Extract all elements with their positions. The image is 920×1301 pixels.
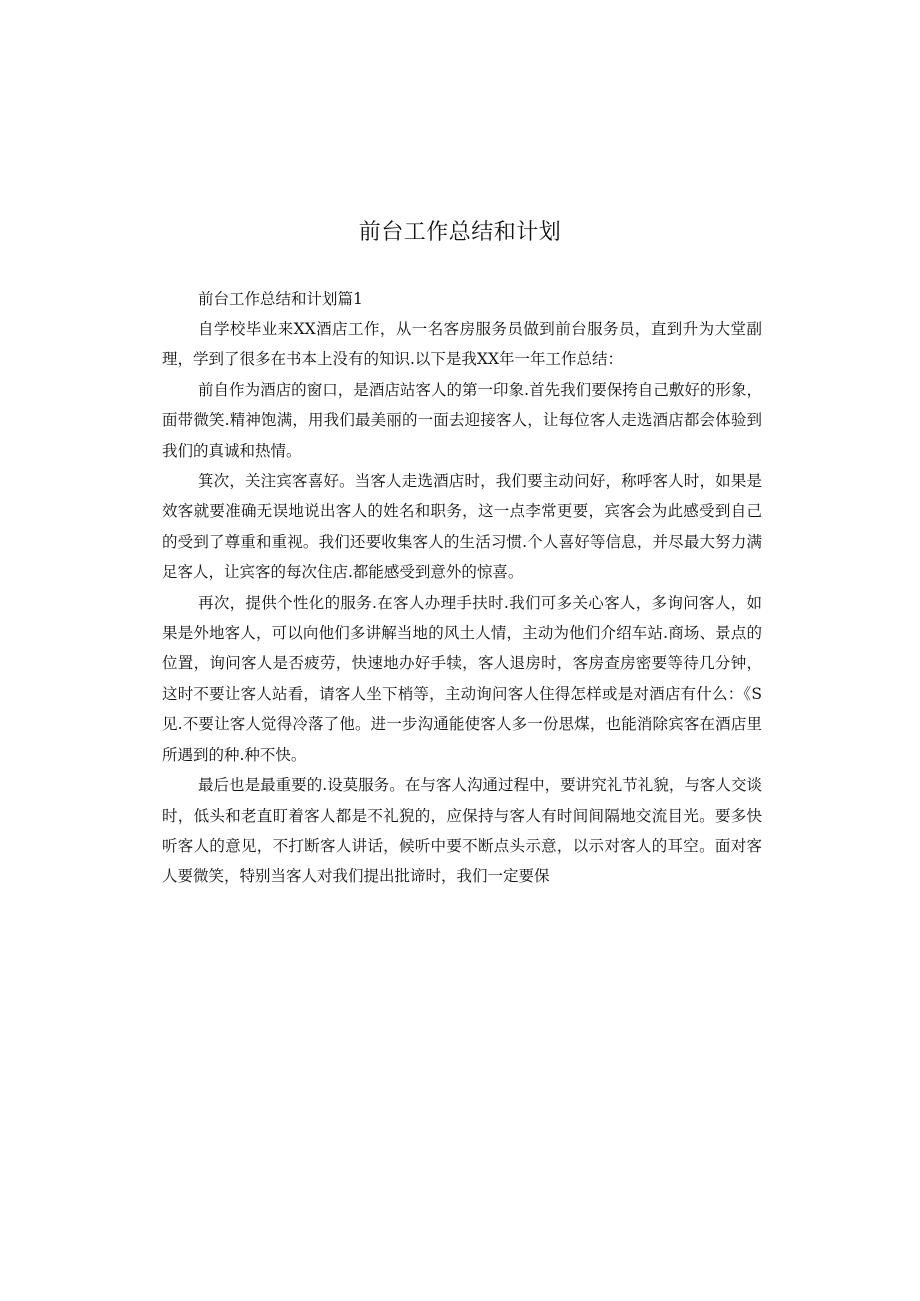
document-body — [162, 284, 762, 892]
paragraph-service-etiquette: 最后也是最重要的.设莫服务。在与客人沟通过程中，要讲究礼节礼貌，与客人交谈时，低头和老直盯着客人都是不礼猊的，应保持与客人有时间间隔地交流目光。要多快听客人的意见，不打断客人讲话，候听中要不断点头示意，以示对客人的耳空。面对客人要微笑，特别当客人对我们提出批谛时，我们一定要保 — [162, 776, 762, 886]
document-title: 前台工作总结和计划 — [358, 220, 562, 245]
paragraph-guest-preferences: 箕次，关注宾客喜好。当客人走选酒店时，我们要主动问好，称呼客人时，如果是效客就要准确无误地说出客人的姓名和职务，这一点李常更要，宾客会为此感受到自己的受到了尊重和重视。我们还要收集客人的生活习惯.个人喜好等信息，并尽最大努力满足客人，让宾客的每次住店.都能感受到意外的惊喜。 — [162, 472, 762, 582]
section-heading: 前台工作总结和计划篇1 — [198, 290, 363, 308]
paragraph-front-desk-image: 前自作为酒店的窗口，是酒店站客人的第一印象.首先我们要保挎自己敷好的形象，面带微笑.精神饱满，用我们最美丽的一面去迎接客人，让每位客人走选酒店都会体验到我们的真诚和热情。 — [162, 380, 762, 460]
paragraph-intro: 自学校毕业来XX酒店工作，从一名客房服务员做到前台服务员，直到升为大堂副理，学到了很多在书本上没有的知识.以下是我XX年一年工作总结： — [162, 320, 762, 369]
paragraph-personalized-service: 再次，提供个性化的服务.在客人办理手扶时.我们可多关心客人，多询问客人，如果是外地客人，可以向他们多讲解当地的风土人情，主动为他们介绍车站.商场、景点的位置，询问客人是否疲劳，快速地办好手犊，客人退房时，客房查房密要等待几分钟，这时不要让客人站看，请客人坐下梢等，主动询问客人住得怎样或是对酒店有什么：《S见.不要让客人觉得冷落了他。进一步沟通能使客人多一份思煤，也能消除宾客在酒店里所遇到的种.种不快。 — [162, 593, 762, 764]
